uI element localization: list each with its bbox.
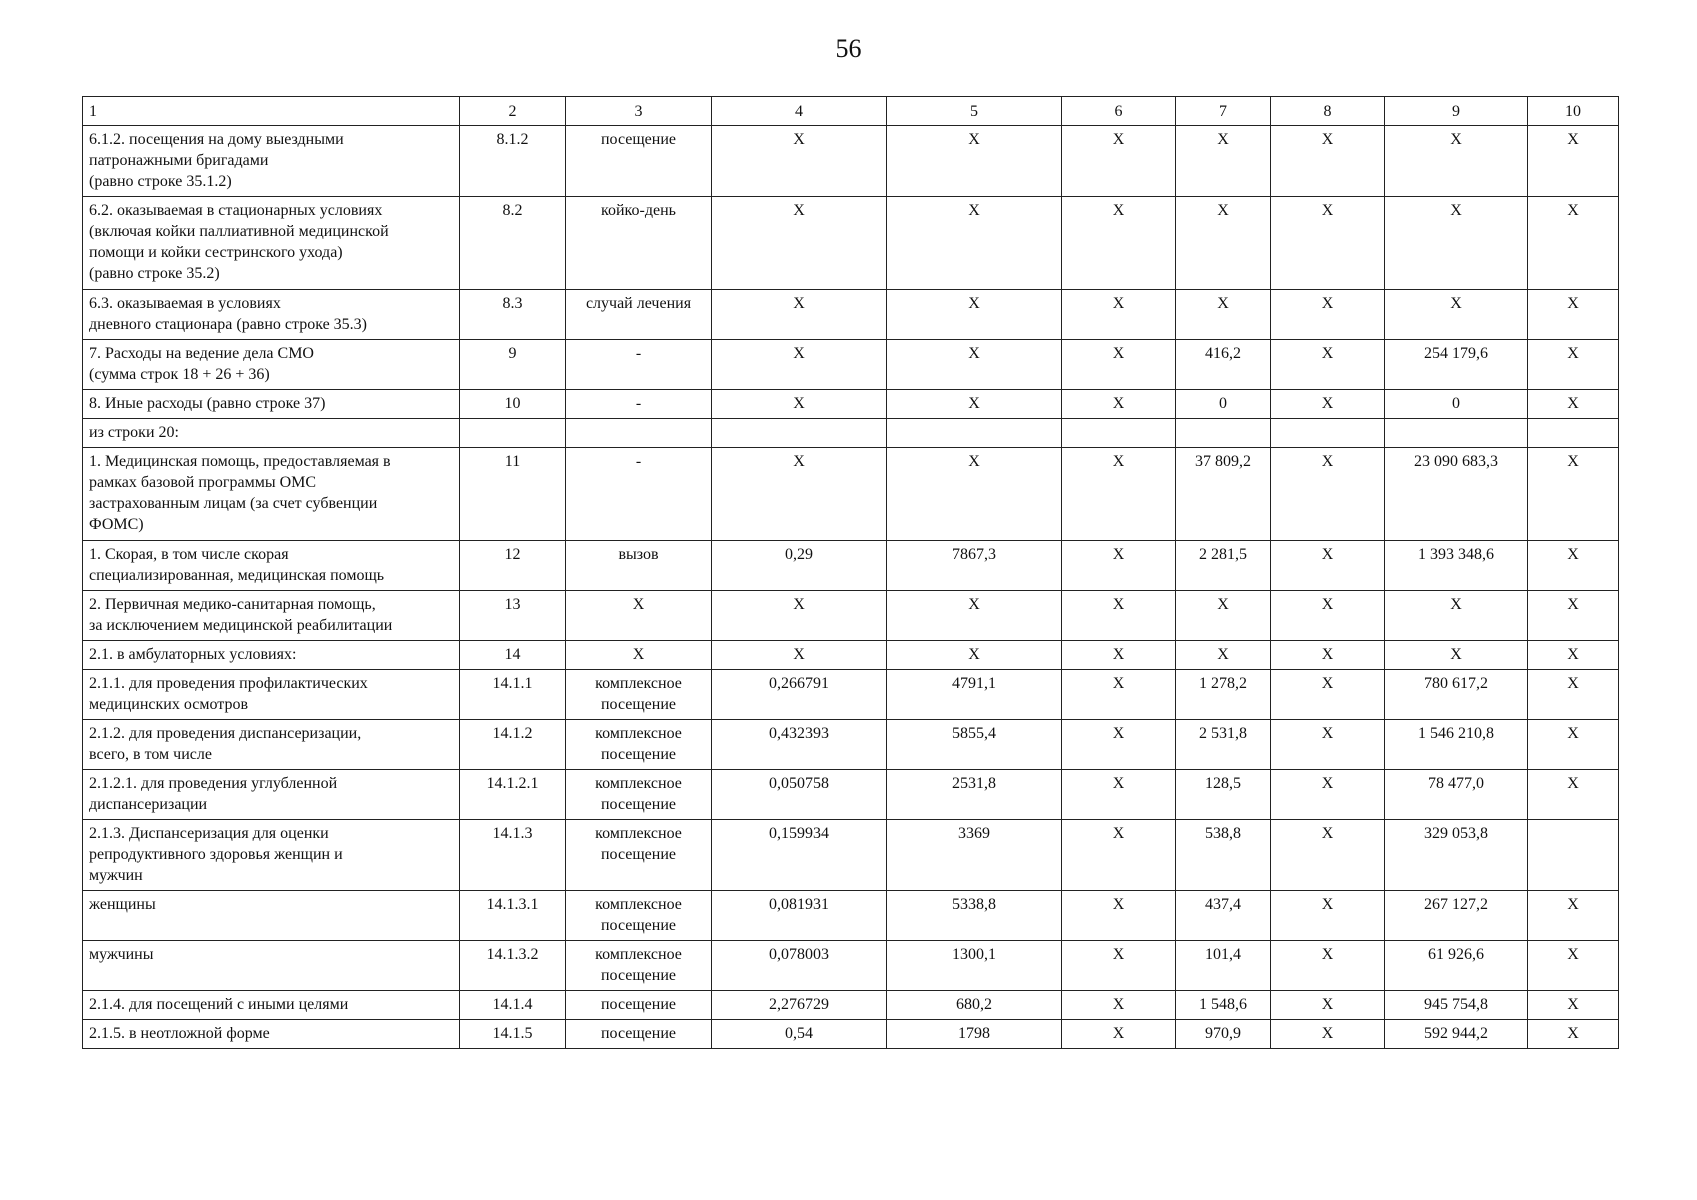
cell-col-10	[1528, 820, 1619, 891]
cell-indicator: 1. Медицинская помощь, предоставляемая в рамках базовой программы ОМС застрахованным лицам (за счет субвенции ФОМС)	[83, 448, 460, 541]
cell-col-5: 1798	[887, 1020, 1062, 1049]
cell-col-4: Х	[712, 390, 887, 419]
cell-col-6: Х	[1062, 1020, 1176, 1049]
cell-indicator: 2.1.3. Диспансеризация для оценки репродуктивного здоровья женщин и мужчин	[83, 820, 460, 891]
cell-col-5: 5338,8	[887, 891, 1062, 941]
header-cell-6: 6	[1062, 97, 1176, 126]
cell-indicator: 6.3. оказываемая в условиях дневного стационара (равно строке 35.3)	[83, 290, 460, 340]
cell-indicator: 6.1.2. посещения на дому выездными патронажными бригадами (равно строке 35.1.2)	[83, 126, 460, 197]
cell-col-7: Х	[1176, 290, 1271, 340]
cell-col-9: 267 127,2	[1385, 891, 1528, 941]
cell-col-4: Х	[712, 290, 887, 340]
cell-col-8: Х	[1271, 290, 1385, 340]
cell-col-5: Х	[887, 390, 1062, 419]
cell-col-9: Х	[1385, 591, 1528, 641]
cell-line-number: 14.1.5	[460, 1020, 566, 1049]
table-row	[83, 641, 1619, 670]
table-row	[83, 670, 1619, 720]
cell-indicator: 8. Иные расходы (равно строке 37)	[83, 390, 460, 419]
cell-col-7: 101,4	[1176, 941, 1271, 991]
cell-line-number: 14.1.4	[460, 991, 566, 1020]
header-cell-5: 5	[887, 97, 1062, 126]
cell-col-5: 1300,1	[887, 941, 1062, 991]
cell-unit: койко-день	[566, 197, 712, 290]
cell-indicator: 7. Расходы на ведение дела СМО (сумма строк 18 + 26 + 36)	[83, 340, 460, 390]
cell-col-4: Х	[712, 641, 887, 670]
cell-unit: Х	[566, 591, 712, 641]
cell-col-10: Х	[1528, 126, 1619, 197]
cell-col-4: 0,432393	[712, 720, 887, 770]
cell-line-number	[460, 419, 566, 448]
cell-col-7: 416,2	[1176, 340, 1271, 390]
cell-line-number: 14.1.3.1	[460, 891, 566, 941]
cell-col-4: 0,159934	[712, 820, 887, 891]
cell-col-10: Х	[1528, 670, 1619, 720]
cell-line-number: 12	[460, 541, 566, 591]
cell-line-number: 14.1.2	[460, 720, 566, 770]
cell-col-6: Х	[1062, 197, 1176, 290]
cell-col-6: Х	[1062, 541, 1176, 591]
table-row	[83, 197, 1619, 290]
cell-col-4: 0,078003	[712, 941, 887, 991]
cell-line-number: 8.2	[460, 197, 566, 290]
cell-col-9: Х	[1385, 126, 1528, 197]
cell-line-number: 8.1.2	[460, 126, 566, 197]
cell-col-8: Х	[1271, 340, 1385, 390]
table-row	[83, 991, 1619, 1020]
cell-col-8: Х	[1271, 820, 1385, 891]
cell-col-9: 78 477,0	[1385, 770, 1528, 820]
cell-col-9: 1 546 210,8	[1385, 720, 1528, 770]
header-cell-7: 7	[1176, 97, 1271, 126]
cell-unit: Х	[566, 641, 712, 670]
cell-indicator: 1. Скорая, в том числе скорая специализированная, медицинская помощь	[83, 541, 460, 591]
table-row	[83, 941, 1619, 991]
cell-col-8: Х	[1271, 541, 1385, 591]
cell-unit: посещение	[566, 1020, 712, 1049]
cell-unit: комплексное посещение	[566, 891, 712, 941]
cell-col-7: 1 548,6	[1176, 991, 1271, 1020]
cell-col-8: Х	[1271, 941, 1385, 991]
cell-col-9: Х	[1385, 290, 1528, 340]
cell-unit: -	[566, 390, 712, 419]
cell-col-8: Х	[1271, 197, 1385, 290]
table-row	[83, 820, 1619, 891]
cell-unit: комплексное посещение	[566, 670, 712, 720]
cell-col-6	[1062, 419, 1176, 448]
cell-col-5: Х	[887, 591, 1062, 641]
cell-col-7	[1176, 419, 1271, 448]
cell-col-9: 23 090 683,3	[1385, 448, 1528, 541]
cell-col-7: 128,5	[1176, 770, 1271, 820]
cell-col-10: Х	[1528, 541, 1619, 591]
cell-col-8: Х	[1271, 991, 1385, 1020]
cell-col-7: 37 809,2	[1176, 448, 1271, 541]
cell-col-5: 2531,8	[887, 770, 1062, 820]
cell-col-5: Х	[887, 197, 1062, 290]
cell-col-6: Х	[1062, 290, 1176, 340]
cell-col-8: Х	[1271, 448, 1385, 541]
cell-col-9: 0	[1385, 390, 1528, 419]
cell-indicator: мужчины	[83, 941, 460, 991]
cell-col-4: Х	[712, 448, 887, 541]
cell-line-number: 13	[460, 591, 566, 641]
header-cell-3: 3	[566, 97, 712, 126]
cell-col-9: 329 053,8	[1385, 820, 1528, 891]
cell-unit: комплексное посещение	[566, 720, 712, 770]
cell-indicator: 2.1.4. для посещений с иными целями	[83, 991, 460, 1020]
cell-line-number: 9	[460, 340, 566, 390]
cell-col-10: Х	[1528, 770, 1619, 820]
cell-col-4: Х	[712, 197, 887, 290]
table-header-row	[83, 97, 1619, 126]
cell-col-10: Х	[1528, 991, 1619, 1020]
cell-line-number: 14.1.2.1	[460, 770, 566, 820]
cell-col-5: Х	[887, 641, 1062, 670]
cell-indicator: женщины	[83, 891, 460, 941]
cell-unit: -	[566, 448, 712, 541]
cell-col-10: Х	[1528, 390, 1619, 419]
cell-col-4	[712, 419, 887, 448]
cell-col-7: Х	[1176, 591, 1271, 641]
cell-col-4: Х	[712, 126, 887, 197]
cell-col-4: Х	[712, 591, 887, 641]
cell-col-5: 4791,1	[887, 670, 1062, 720]
cell-line-number: 14.1.3	[460, 820, 566, 891]
report-table	[82, 96, 1619, 1049]
cell-col-5	[887, 419, 1062, 448]
cell-col-10: Х	[1528, 340, 1619, 390]
cell-indicator: 2.1. в амбулаторных условиях:	[83, 641, 460, 670]
cell-col-6: Х	[1062, 126, 1176, 197]
cell-col-8: Х	[1271, 126, 1385, 197]
cell-col-4: 0,081931	[712, 891, 887, 941]
cell-col-9: 945 754,8	[1385, 991, 1528, 1020]
table-row	[83, 390, 1619, 419]
cell-indicator: 2.1.5. в неотложной форме	[83, 1020, 460, 1049]
cell-col-9: Х	[1385, 641, 1528, 670]
cell-col-10	[1528, 419, 1619, 448]
cell-col-8: Х	[1271, 591, 1385, 641]
header-cell-4: 4	[712, 97, 887, 126]
cell-col-5: 3369	[887, 820, 1062, 891]
table-row	[83, 541, 1619, 591]
cell-col-7: Х	[1176, 126, 1271, 197]
table-body	[83, 97, 1619, 1049]
cell-col-7: 2 281,5	[1176, 541, 1271, 591]
cell-col-5: 7867,3	[887, 541, 1062, 591]
cell-col-10: Х	[1528, 941, 1619, 991]
cell-col-9: 254 179,6	[1385, 340, 1528, 390]
cell-unit: комплексное посещение	[566, 941, 712, 991]
cell-line-number: 14	[460, 641, 566, 670]
cell-col-7: 0	[1176, 390, 1271, 419]
cell-col-9	[1385, 419, 1528, 448]
cell-col-6: Х	[1062, 720, 1176, 770]
cell-col-8: Х	[1271, 720, 1385, 770]
cell-col-4: 0,54	[712, 1020, 887, 1049]
table-row	[83, 126, 1619, 197]
cell-col-6: Х	[1062, 770, 1176, 820]
cell-col-9: Х	[1385, 197, 1528, 290]
cell-unit: -	[566, 340, 712, 390]
cell-col-10: Х	[1528, 290, 1619, 340]
cell-line-number: 10	[460, 390, 566, 419]
table-row	[83, 720, 1619, 770]
cell-col-5: 680,2	[887, 991, 1062, 1020]
table-row	[83, 290, 1619, 340]
cell-col-4: Х	[712, 340, 887, 390]
cell-col-6: Х	[1062, 390, 1176, 419]
cell-col-6: Х	[1062, 991, 1176, 1020]
table-row	[83, 770, 1619, 820]
cell-col-5: Х	[887, 290, 1062, 340]
cell-col-4: 0,266791	[712, 670, 887, 720]
cell-col-6: Х	[1062, 670, 1176, 720]
cell-col-10: Х	[1528, 720, 1619, 770]
cell-col-7: Х	[1176, 197, 1271, 290]
table-row	[83, 1020, 1619, 1049]
cell-col-6: Х	[1062, 820, 1176, 891]
cell-col-10: Х	[1528, 448, 1619, 541]
table-row	[83, 419, 1619, 448]
cell-col-5: Х	[887, 126, 1062, 197]
cell-col-7: 538,8	[1176, 820, 1271, 891]
cell-col-4: 0,29	[712, 541, 887, 591]
cell-indicator: 2.1.2. для проведения диспансеризации, всего, в том числе	[83, 720, 460, 770]
cell-col-4: 2,276729	[712, 991, 887, 1020]
table-row	[83, 448, 1619, 541]
header-cell-1: 1	[83, 97, 460, 126]
cell-col-8: Х	[1271, 670, 1385, 720]
cell-unit: случай лечения	[566, 290, 712, 340]
cell-col-10: Х	[1528, 591, 1619, 641]
cell-col-10: Х	[1528, 641, 1619, 670]
cell-indicator: из строки 20:	[83, 419, 460, 448]
cell-line-number: 14.1.1	[460, 670, 566, 720]
cell-indicator: 6.2. оказываемая в стационарных условиях (включая койки паллиативной медицинской помощи и койки сестринского ухода) (равно строке 35.2)	[83, 197, 460, 290]
cell-line-number: 8.3	[460, 290, 566, 340]
cell-col-5: 5855,4	[887, 720, 1062, 770]
table-row	[83, 340, 1619, 390]
cell-col-8	[1271, 419, 1385, 448]
table-row	[83, 891, 1619, 941]
cell-col-7: 1 278,2	[1176, 670, 1271, 720]
cell-col-8: Х	[1271, 770, 1385, 820]
cell-col-7: Х	[1176, 641, 1271, 670]
cell-unit	[566, 419, 712, 448]
header-cell-9: 9	[1385, 97, 1528, 126]
header-cell-2: 2	[460, 97, 566, 126]
cell-col-6: Х	[1062, 448, 1176, 541]
header-cell-10: 10	[1528, 97, 1619, 126]
cell-unit: комплексное посещение	[566, 770, 712, 820]
cell-col-8: Х	[1271, 891, 1385, 941]
cell-col-5: Х	[887, 340, 1062, 390]
table-row	[83, 591, 1619, 641]
cell-unit: комплексное посещение	[566, 820, 712, 891]
cell-col-4: 0,050758	[712, 770, 887, 820]
cell-col-6: Х	[1062, 591, 1176, 641]
cell-indicator: 2.1.1. для проведения профилактических медицинских осмотров	[83, 670, 460, 720]
cell-col-6: Х	[1062, 340, 1176, 390]
header-cell-8: 8	[1271, 97, 1385, 126]
page-number: 56	[835, 34, 862, 63]
cell-unit: посещение	[566, 991, 712, 1020]
cell-col-10: Х	[1528, 891, 1619, 941]
cell-col-6: Х	[1062, 641, 1176, 670]
cell-col-9: 780 617,2	[1385, 670, 1528, 720]
cell-indicator: 2.1.2.1. для проведения углубленной диспансеризации	[83, 770, 460, 820]
cell-col-8: Х	[1271, 1020, 1385, 1049]
cell-col-9: 1 393 348,6	[1385, 541, 1528, 591]
cell-indicator: 2. Первичная медико-санитарная помощь, за исключением медицинской реабилитации	[83, 591, 460, 641]
cell-col-8: Х	[1271, 641, 1385, 670]
cell-line-number: 14.1.3.2	[460, 941, 566, 991]
cell-unit: посещение	[566, 126, 712, 197]
cell-col-8: Х	[1271, 390, 1385, 419]
cell-col-7: 437,4	[1176, 891, 1271, 941]
cell-unit: вызов	[566, 541, 712, 591]
cell-col-10: Х	[1528, 197, 1619, 290]
cell-col-9: 592 944,2	[1385, 1020, 1528, 1049]
cell-col-6: Х	[1062, 891, 1176, 941]
cell-col-6: Х	[1062, 941, 1176, 991]
cell-col-7: 2 531,8	[1176, 720, 1271, 770]
cell-col-10: Х	[1528, 1020, 1619, 1049]
cell-col-7: 970,9	[1176, 1020, 1271, 1049]
cell-line-number: 11	[460, 448, 566, 541]
cell-col-5: Х	[887, 448, 1062, 541]
cell-col-9: 61 926,6	[1385, 941, 1528, 991]
